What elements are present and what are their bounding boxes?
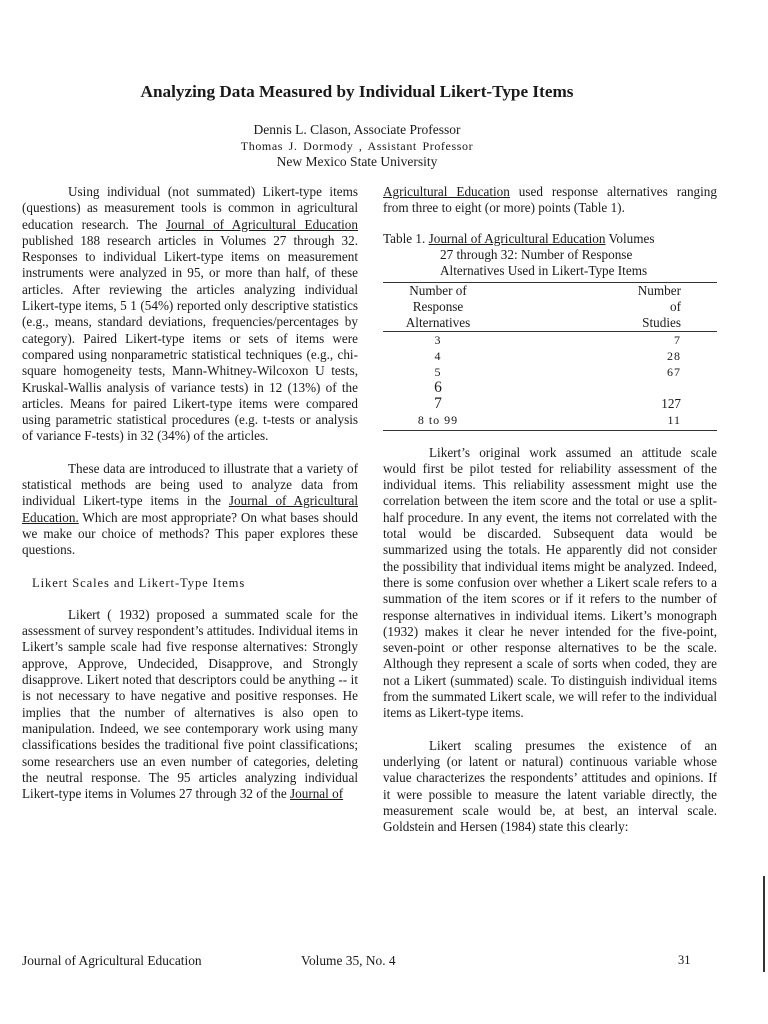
author-block [0,122,714,170]
table-caption: Table 1. Journal of Agricultural Education Volumes 27 through 32: Number of Response Alternatives Used in Likert-Type Items [383,230,655,278]
table-cell: 11 [493,412,717,431]
right-column [383,184,717,835]
table-cell: 28 [667,348,681,363]
table-row [383,380,717,396]
page-number: 31 [678,953,691,967]
paragraph-likert-original-work: Likert’s original work assumed an attitude scale would first be pilot tested for reliability assessment of the individual items. This reliability assessment might use the correlation between the item score and the total or use a split-half procedure. In any event, the items not correlated with the total would be discarded. Subsequent data would be summarized using the totals. He apparently did not consider the possibility that individual items might be analyzed. Indeed, there is some confusion over whether a Likert scale refers to a summation of the item scores or if it refers to the number of response alternatives in individual items. Likert’s monograph (1932) makes it clear he never intended for the five-point, seven-point or other response alternatives to be the scale. Although they represent a scale of sorts when coded, they are not a Likert (summated) scale. To distinguish individual items from the summated Likert scale, we will refer to the individual items as Likert-type items. [383,444,717,721]
table-response-alternatives: Number of Number Response of Alternatives Studies 3 7 4 28 5 67 6 7 127 8 to 99 11 [383,282,717,431]
table-cell: 127 [661,395,681,411]
table-header: Number of [383,282,493,299]
left-column [22,184,358,802]
paragraph-purpose: These data are introduced to illustrate that a variety of statistical methods are being used to analyze data from individual Likert-type items in the Journal of Agricultural Education. Which are most appropriate? On what bases should we make our choice of methods? This paper explores these questions. [22,460,358,558]
journal-name: Journal of Agricultural Education [165,216,358,232]
table-row [383,412,717,431]
author-1: Dennis L. Clason, Associate Professor [253,122,461,137]
journal-name: Agricultural Education [383,184,510,199]
footer-journal: Journal of Agricultural Education [22,953,202,968]
paper-title: Analyzing Data Measured by Individual Likert-Type Items [140,82,574,101]
author-2: Thomas J. Dormody , Assistant Professor [240,139,474,153]
paragraph-continued: Agricultural Education used response alternatives ranging from three to eight (or more) points (Table 1). [383,184,717,216]
table-cell: 6 [434,378,442,396]
paragraph-intro: Using individual (not summated) Likert-type items (questions) as measurement tools is common in agricultural education research. The Journal of Agricultural Education published 188 research articles in Volumes 27 through 32. Responses to individual Likert-type items on measurement instruments were analyzed in 95, or more than half, of these articles. After reviewing the articles analyzing individual Likert-type items, 5 1 (54%) reported only descriptive statistics (e.g., means, standard deviations, frequencies/percentages by category). Paired Likert-type items or sets of items were compared using nonparametric statistical techniques (e.g., chi-square homogeneity tests, Mann-Whitney-Wilcoxon U tests, Kruskal-Wallis analysis of variance tests) in 12 (13%) of the articles. Means for paired Likert-type items were compared using parametric statistical procedures (e.g. t-tests or analysis of variance F-tests) in 32 (34%) of the articles. [22,184,358,444]
paragraph-likert-history: Likert ( 1932) proposed a summated scale for the assessment of survey respondent’s attitudes. Individual items in Likert’s sample scale had five response alternatives: Strongly approve, Approve, Undecided, Disapprove, and Strongly disapprove. Likert noted that descriptors could be anything -- it is not necessary to have negative and positive responses. He implies that the number of alternatives is also open to manipulation. Indeed, we see contemporary work using many classifications besides the traditional five point classifications; some researchers use an even number of categories, deleting the neutral response. The 95 articles analyzing individual Likert-type items in Volumes 27 through 32 of the Journal of [22,606,358,802]
affiliation: New Mexico State University [276,154,438,169]
table-row [383,396,717,412]
table-cell: 3 [434,332,442,347]
journal-name: Journal of Agricultural Education. [22,493,358,525]
table-cell [493,380,717,396]
table-row [383,331,717,348]
paragraph-likert-scaling: Likert scaling presumes the existence of an underlying (or latent or natural) continuous variable whose value characterizes the respondents’ attitudes and opinions. If it were possible to measure the latent variable directly, the measurement scale would be, at best, an interval scale. Goldstein and Hersen (1984) state this clearly: [383,737,717,835]
table-row [383,364,717,380]
journal-name: Journal of [290,786,344,802]
table-cell: 8 to 99 [383,412,493,431]
table-header: Number [493,282,717,299]
scan-edge-line [763,876,765,972]
footer-volume: Volume 35, No. 4 [301,953,396,968]
table-cell: 4 [434,348,442,363]
table-cell: 67 [667,364,681,379]
table-cell: 7 [674,332,681,347]
table-cell: 7 [434,394,442,412]
table-cell: 5 [434,364,442,379]
table-row [383,348,717,364]
section-heading: Likert Scales and Likert-Type Items [32,575,246,590]
